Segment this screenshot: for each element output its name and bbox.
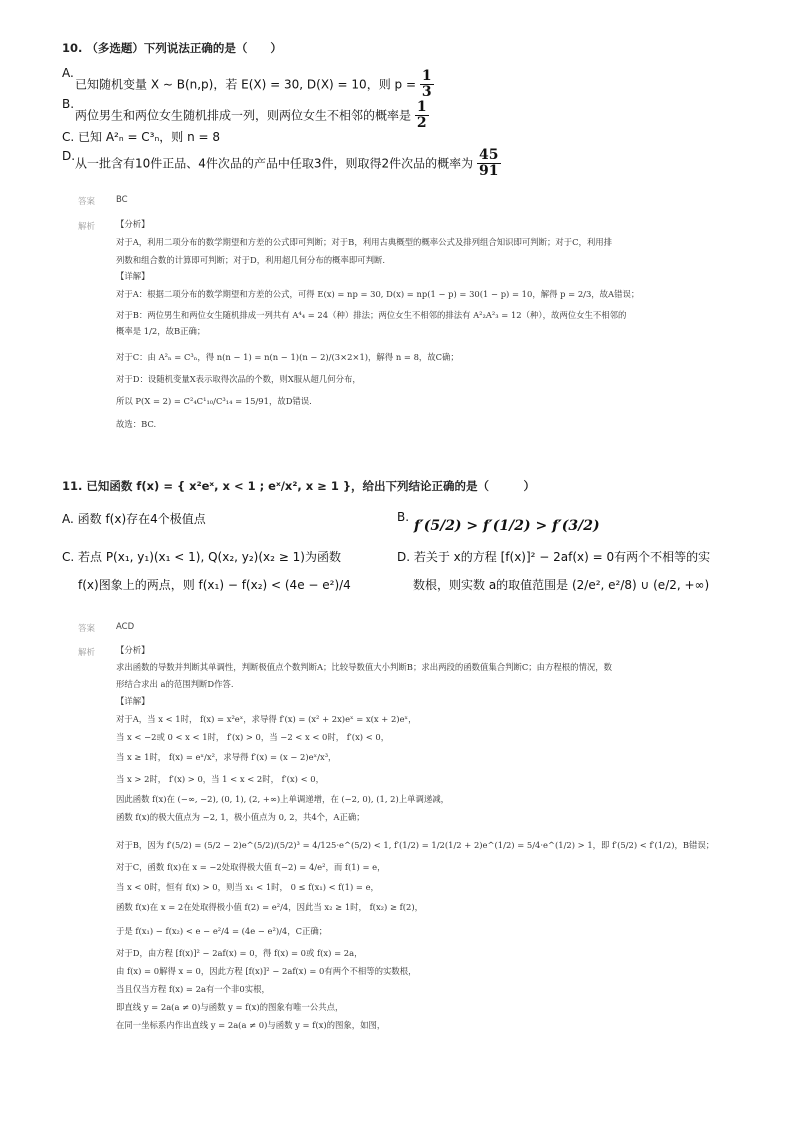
q11-analysis-line: 对于C，函数 f(x)在 x = −2处取得极大值 f(−2) = 4/e²，而 f(1) = e，: [116, 862, 386, 872]
q11-option-c-line2: f(x)图象上的两点，则 f(x₁) − f(x₂) < (4e − e²)/4: [78, 578, 351, 592]
q11-option-a: A. 函数 f(x)存在4个极值点: [62, 512, 206, 526]
q10-analysis-line: 对于A：根据二项分布的数学期望和方差的公式，可得 E(x) = np = 30, D(x) = np(1 − p) = 30(1 − p) = 10，解得 p = 2/3，故A错误；: [116, 289, 640, 299]
q10-analysis-line: 【详解】: [116, 271, 150, 281]
q10-option-d-fraction: $\frac{45}{91}$: [479, 147, 499, 180]
q10-option-a-text: 已知随机变量 X ∼ B(n,p)，若 E(X) = 30, D(X) = 10，则 p =: [75, 77, 416, 92]
q10-analysis-line: 概率是 1/2，故B正确；: [116, 326, 206, 336]
q11-analysis-line: 当 x < −2或 0 < x < 1时， f′(x) > 0，当 −2 < x < 0时， f′(x) < 0，: [116, 732, 390, 742]
q10-option-d-label: D.: [62, 149, 76, 163]
q10-analysis-label: 解析: [78, 222, 96, 232]
q11-option-d-line2: 数根，则实数 a的取值范围是 (2/e², e²/8) ∪ (e/2, +∞): [413, 578, 710, 592]
q10-analysis-line: 【分析】: [116, 219, 150, 229]
q10-option-a: [75, 69, 434, 101]
q10-analysis-line: 对于C：由 A²ₙ = C³ₙ，得 n(n − 1) = n(n − 1)(n − 2)/(3×2×1)，解得 n = 8，故C确；: [116, 352, 459, 362]
q11-analysis: [116, 644, 714, 1037]
q11-analysis-line: 函数 f(x)在 x = 2在处取得极小值 f(2) = e²/4，因此当 x₂ ≥ 1时， f(x₂) ≥ f(2)，: [116, 902, 423, 912]
q11-analysis-line: 当 x > 2时， f′(x) > 0，当 1 < x < 2时， f′(x) < 0，: [116, 774, 324, 784]
q11-option-b-label: B.: [397, 510, 410, 524]
q10-option-b: [75, 100, 429, 132]
q11-option-b: f′(5/2) > f′(1/2) > f′(3/2): [414, 518, 600, 534]
q11-analysis-line: 函数 f(x)的极大值点为 −2, 1，极小值点为 0, 2，共4个，A正确；: [116, 812, 365, 822]
q11-analysis-line: 形结合求出 a的范围判断D作答.: [116, 679, 234, 689]
q11-analysis-line: 当且仅当方程 f(x) = 2a有一个非0实根，: [116, 984, 270, 994]
q11-analysis-line: 因此函数 f(x)在 (−∞, −2), (0, 1), (2, +∞)上单调递增，在 (−2, 0), (1, 2)上单调递减，: [116, 794, 450, 804]
q10-title: 10. （多选题）下列说法正确的是（ ）: [62, 41, 282, 55]
q11-analysis-line: 在同一坐标系内作出直线 y = 2a(a ≠ 0)与函数 y = f(x)的图象，如图，: [116, 1020, 386, 1030]
q11-option-c-line1: C. 若点 P(x₁, y₁)(x₁ < 1), Q(x₂, y₂)(x₂ ≥ 1)为函数: [62, 550, 341, 564]
q10-option-a-label: A.: [62, 66, 74, 80]
q11-answer: ACD: [116, 622, 135, 632]
q11-analysis-line: 求出函数的导数并判断其单调性，判断极值点个数判断A；比较导数值大小判断B；求出两段的函数值集合判断C；由方程根的情况，数: [116, 662, 612, 672]
q10-analysis-line: 故选：BC.: [116, 419, 157, 429]
q11-analysis-line: 当 x ≥ 1时， f(x) = eˣ/x²，求导得 f′(x) = (x − 2)eˣ/x³，: [116, 752, 337, 762]
q10-option-c: C. 已知 A²ₙ = C³ₙ，则 n = 8: [62, 130, 221, 144]
q11-analysis-label: 解析: [78, 648, 96, 658]
q10-option-b-fraction: $\frac{1}{2}$: [416, 99, 427, 132]
q11-option-d-line1: D. 若关于 x的方程 [f(x)]² − 2af(x) = 0有两个不相等的实: [397, 550, 711, 564]
q10-option-b-label: B.: [62, 97, 75, 111]
q10-option-d-text: 从一批含有10件正品、4件次品的产品中任取3件，则取得2件次品的概率为: [75, 156, 474, 171]
q11-analysis-line: 对于A，当 x < 1时， f(x) = x²eˣ，求导得 f′(x) = (x² + 2x)eˣ = x(x + 2)eˣ，: [116, 714, 417, 724]
q11-analysis-line: 【分析】: [116, 645, 150, 655]
q10-answer: BC: [116, 195, 128, 205]
q10-analysis: [116, 218, 639, 434]
q11-analysis-line: 对于B，因为 f′(5/2) = (5/2 − 2)e^(5/2)/(5/2)³ = 4/125·e^(5/2) < 1, f′(1/2) = 1/2(1/2 + 2)e^(1/2) = 5/4·e^(1/2) > 1，即 f′(5/2) < f′(1/2)，B错误；: [116, 840, 715, 850]
q11-analysis-line: 当 x < 0时，恒有 f(x) > 0，则当 x₁ < 1时， 0 ≤ f(x₁) < f(1) = e，: [116, 882, 379, 892]
q11-analysis-line: 即直线 y = 2a(a ≠ 0)与函数 y = f(x)的图象有唯一公共点，: [116, 1002, 344, 1012]
q11-analysis-line: 对于D，由方程 [f(x)]² − 2af(x) = 0，得 f(x) = 0或 f(x) = 2a，: [116, 948, 363, 958]
q10-analysis-line: 所以 P(X = 2) = C²₄C¹₁₀/C³₁₄ = 15/91，故D错误.: [116, 396, 312, 406]
q11-title: 11. 已知函数 f(x) = { x²eˣ, x < 1 ; eˣ/x², x ≥ 1 }，给出下列结论正确的是（ ）: [62, 479, 536, 493]
q10-answer-label: 答案: [78, 197, 96, 207]
q10-option-a-fraction: $\frac{1}{3}$: [421, 68, 432, 101]
q11-analysis-line: 于是 f(x₁) − f(x₂) < e − e²/4 = (4e − e²)/4，C正确；: [116, 926, 328, 936]
q11-analysis-line: 由 f(x) = 0解得 x = 0，因此方程 [f(x)]² − 2af(x) = 0有两个不相等的实数根，: [116, 966, 417, 976]
q10-analysis-line: 对于A，利用二项分布的数学期望和方差的公式即可判断；对于B，利用古典概型的概率公式及排列组合知识即可判断；对于C，利用排: [116, 237, 612, 247]
q11-answer-label: 答案: [78, 624, 96, 634]
q10-analysis-line: 列数和组合数的计算即可判断；对于D，利用超几何分布的概率即可判断.: [116, 255, 385, 265]
q10-option-b-text: 两位男生和两位女生随机排成一列，则两位女生不相邻的概率是: [75, 108, 412, 123]
q11-analysis-line: 【详解】: [116, 696, 150, 706]
q10-analysis-line: 对于D：设随机变量X表示取得次品的个数，则X服从超几何分布，: [116, 374, 361, 384]
q10-option-d: [75, 148, 501, 180]
q10-analysis-line: 对于B：两位男生和两位女生随机排成一列共有 A⁴₄ = 24（种）排法；两位女生不相邻的排法有 A²₂A²₃ = 12（种），故两位女生不相邻的: [116, 310, 627, 320]
